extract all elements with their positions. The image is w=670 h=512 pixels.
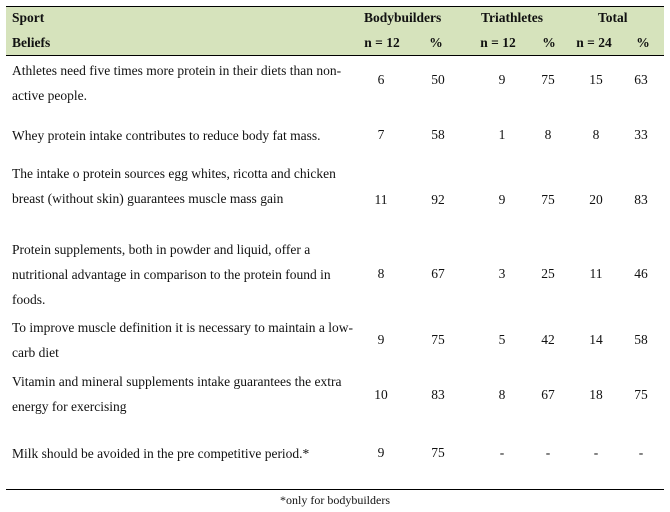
table-row [6, 58, 664, 114]
tri-pct-cell: 75 [541, 192, 555, 207]
bb-pct-cell: 67 [431, 266, 445, 281]
tot-n-cell: 18 [589, 387, 603, 402]
belief-text: Milk should be avoided in the pre competitive period.* [12, 446, 310, 461]
belief-text: Whey protein intake contributes to reduce body fat mass. [12, 128, 321, 143]
tri-pct-cell: 75 [541, 72, 555, 87]
header-triathletes: Triathletes [481, 10, 543, 25]
header-tot-pct: % [636, 35, 650, 50]
table-row [6, 161, 664, 237]
tot-pct-cell: 46 [634, 266, 648, 281]
table-row [6, 369, 664, 423]
bb-n-cell: 7 [377, 127, 385, 142]
header-beliefs: Beliefs [12, 35, 51, 50]
bb-pct-cell: 75 [431, 332, 445, 347]
table-row [6, 120, 664, 150]
tri-n-cell: 5 [498, 332, 506, 347]
header-tot-n: n = 24 [576, 35, 612, 50]
belief-text: The intake o protein sources egg whites, ricotta and chicken breast (without skin) guarantees muscle mass gain [12, 166, 336, 206]
bb-n-cell: 10 [374, 387, 388, 402]
tot-pct-cell: - [638, 445, 644, 460]
bb-pct-cell: 92 [431, 192, 445, 207]
tot-pct-cell: 75 [634, 387, 648, 402]
tot-n-cell: 15 [589, 72, 603, 87]
tri-pct-cell: 8 [544, 127, 552, 142]
belief-text: Protein supplements, both in powder and liquid, offer a nutritional advantage in comparison to the protein found in foods. [12, 242, 331, 307]
header-sport: Sport [12, 10, 45, 25]
bb-pct-cell: 75 [431, 445, 445, 460]
header-total: Total [598, 10, 628, 25]
header-tri-n: n = 12 [480, 35, 516, 50]
bb-pct-cell: 50 [431, 72, 445, 87]
header-tri-pct: % [542, 35, 556, 50]
table-row [6, 237, 664, 313]
tot-pct-cell: 63 [634, 72, 648, 87]
belief-text: To improve muscle definition it is necessary to maintain a low-carb diet [12, 320, 353, 360]
tot-n-cell: 20 [589, 192, 603, 207]
bb-pct-cell: 58 [431, 127, 445, 142]
tri-n-cell: - [499, 445, 505, 460]
footnote: *only for bodybuilders [280, 493, 390, 507]
tot-n-cell: 14 [589, 332, 603, 347]
bb-n-cell: 9 [377, 332, 385, 347]
bb-n-cell: 8 [377, 266, 385, 281]
header-row-sport [6, 6, 664, 32]
bb-pct-cell: 83 [431, 387, 445, 402]
tot-n-cell: 8 [592, 127, 600, 142]
bb-n-cell: 11 [374, 192, 388, 207]
table-row [6, 439, 664, 469]
belief-text: Vitamin and mineral supplements intake guarantees the extra energy for exercising [12, 374, 342, 414]
header-bb-n: n = 12 [364, 35, 400, 50]
tri-n-cell: 1 [498, 127, 506, 142]
header-bodybuilders: Bodybuilders [364, 10, 442, 25]
belief-text: Athletes need five times more protein in their diets than non-active people. [12, 63, 342, 103]
tot-n-cell: 11 [589, 266, 603, 281]
table-row [6, 315, 664, 369]
bb-n-cell: 9 [377, 445, 385, 460]
tri-n-cell: 3 [498, 266, 506, 281]
tri-pct-cell: - [545, 445, 551, 460]
tri-pct-cell: 42 [541, 332, 555, 347]
tot-pct-cell: 83 [634, 192, 648, 207]
tri-n-cell: 9 [498, 192, 506, 207]
tri-n-cell: 8 [498, 387, 506, 402]
header-row-beliefs [6, 31, 664, 56]
tri-pct-cell: 67 [541, 387, 555, 402]
tot-pct-cell: 58 [634, 332, 648, 347]
header-bb-pct: % [429, 35, 443, 50]
bb-n-cell: 6 [377, 72, 385, 87]
table-bottom-rule [6, 489, 664, 490]
tot-n-cell: - [593, 445, 599, 460]
tot-pct-cell: 33 [634, 127, 648, 142]
tri-n-cell: 9 [498, 72, 506, 87]
tri-pct-cell: 25 [541, 266, 555, 281]
